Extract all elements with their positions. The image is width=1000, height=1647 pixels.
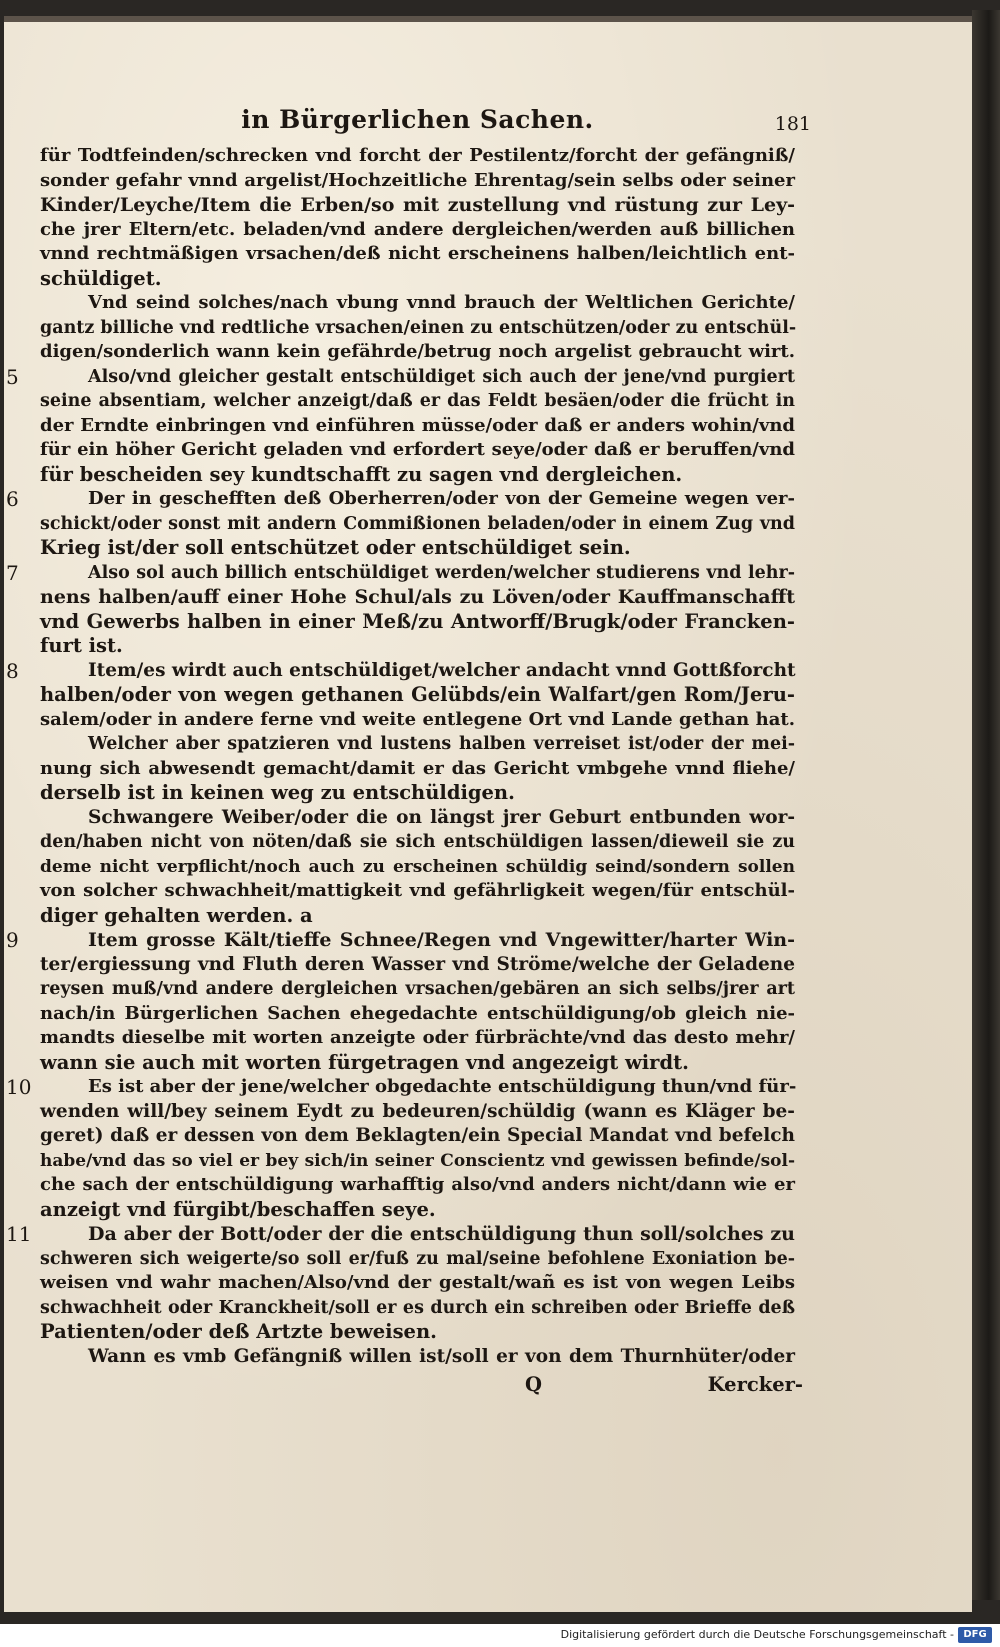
book-page: [4, 16, 972, 1612]
line-text: che jrer Eltern/etc. beladen/vnd andere dergleichen/werden auß billichen: [40, 218, 795, 240]
page-number: 181: [774, 113, 811, 135]
text-line: [40, 1051, 795, 1076]
text-line: [40, 144, 795, 169]
signature-mark: Q: [525, 1373, 542, 1396]
text-line: [40, 683, 795, 708]
line-text: für Todtfeinden/schrecken vnd forcht der Pestilentz/forcht der gefängniß/: [40, 145, 795, 166]
text-line: [40, 1002, 795, 1027]
text-line: [40, 1198, 795, 1223]
text-line: [40, 414, 795, 439]
line-text: anzeigt vnd fürgibt/beschaffen seye.: [40, 1197, 436, 1221]
text-line: [40, 806, 795, 831]
dfg-logo-icon: DFG: [958, 1627, 992, 1643]
line-text: weisen vnd wahr machen/Also/vnd der gestalt/wañ es ist von wegen Leibs: [40, 1272, 795, 1293]
running-head: in Bürgerlichen Sachen.: [241, 105, 594, 134]
text-line: [40, 291, 795, 316]
line-text: Es ist aber der jene/welcher obgedachte entschüldigung thun/vnd für-: [88, 1076, 797, 1097]
text-line: [40, 830, 795, 855]
text-line: [40, 169, 795, 194]
text-line: [40, 953, 795, 978]
line-text: Welcher aber spatzieren vnd lustens halben verreiset ist/oder der mei-: [88, 734, 795, 754]
text-line: [40, 193, 795, 218]
line-text: Kinder/Leyche/Item die Erben/so mit zustellung vnd rüstung zur Ley-: [40, 194, 795, 216]
margin-section-number: 7: [6, 560, 19, 585]
text-line: [40, 1173, 795, 1198]
line-text: Also sol auch billich entschüldiget werden/welcher studierens vnd lehr-: [88, 562, 795, 583]
text-line: [6, 364, 795, 390]
text-line: [40, 438, 795, 463]
text-line: [6, 1222, 795, 1247]
text-line: [6, 487, 795, 512]
line-text: salem/oder in andere ferne vnd weite entlegene Ort vnd Lande gethan hat.: [40, 708, 795, 730]
text-line: [40, 904, 795, 929]
text-line: [40, 732, 795, 757]
text-line: [40, 1296, 795, 1321]
text-line: [40, 1149, 795, 1174]
margin-section-number: 11: [6, 1222, 32, 1246]
text-line: [6, 658, 796, 684]
line-text: den/haben nicht von nöten/daß sie sich entschüldigen lassen/dieweil sie zu: [40, 832, 795, 852]
text-line: [40, 708, 795, 733]
line-text: diger gehalten werden. a: [40, 903, 313, 927]
line-text: reysen muß/vnd andere dergleichen vrsachen/gebären an sich selbs/jrer art: [40, 979, 795, 999]
text-line: [40, 585, 795, 610]
text-line: [40, 1026, 795, 1051]
page-header: [40, 102, 811, 142]
text-line: [40, 634, 795, 659]
line-text: schweren sich weigerte/so soll er/fuß zu mal/seine befohlene Exoniation be-: [40, 1248, 795, 1269]
line-text: Item/es wirdt auch entschüldiget/welcher andacht vnnd Gottßforcht: [88, 659, 796, 681]
text-line: [40, 1271, 795, 1296]
line-text: ter/ergiessung vnd Fluth deren Wasser vnd Ströme/welche der Geladene: [40, 953, 795, 975]
text-line: [40, 512, 795, 537]
text-block: [6, 102, 811, 1399]
line-text: nens halben/auff einer Hohe Schul/als zu Löven/oder Kauffmanschafft: [40, 586, 795, 608]
line-text: Schwangere Weiber/oder die on längst jrer Geburt entbunden wor-: [88, 806, 795, 828]
line-text: deme nicht verpflicht/noch auch zu erscheinen schüldig seind/sondern sollen: [40, 856, 795, 877]
line-text: che sach der entschüldigung warhafftig also/vnd anders nicht/dann wie er: [40, 1174, 795, 1195]
line-text: Item grosse Kält/tieffe Schnee/Regen vnd Vngewitter/harter Win-: [88, 929, 795, 951]
book-gutter: [972, 10, 1000, 1600]
text-line: [40, 1247, 795, 1272]
line-text: für bescheiden sey kundtschafft zu sagen vnd dergleichen.: [40, 462, 683, 486]
text-line: [40, 757, 795, 782]
line-text: der Erndte einbringen vnd einführen müsse/oder daß er anders wohin/vnd: [40, 414, 795, 436]
body-text: [6, 144, 797, 1369]
line-text: digen/sonderlich wann kein gefährde/betrug noch argelist gebraucht wirt.: [40, 341, 795, 362]
text-line: [40, 1345, 795, 1370]
text-line: [6, 1075, 797, 1100]
line-text: Da aber der Bott/oder der die entschüldigung thun soll/solches zu: [88, 1223, 795, 1245]
line-text: nach/in Bürgerlichen Sachen ehegedachte entschüldigung/ob gleich nie-: [40, 1002, 795, 1024]
line-text: sonder gefahr vnnd argelist/Hochzeitliche Ehrentag/sein selbs oder seiner: [40, 169, 795, 191]
line-text: geret) daß er dessen von dem Beklagten/ein Special Mandat vnd befelch: [40, 1125, 795, 1146]
line-text: Krieg ist/der soll entschützet oder entschüldiget sein.: [40, 536, 631, 559]
text-line: [40, 781, 795, 806]
text-line: [6, 928, 795, 953]
catchword: Kercker-: [707, 1373, 803, 1396]
text-line: [40, 463, 795, 488]
text-line: [40, 1320, 795, 1345]
line-text: wann sie auch mit worten fürgetragen vnd angezeigt wirdt.: [40, 1050, 689, 1074]
line-text: vnnd rechtmäßigen vrsachen/deß nicht erscheinens halben/leichtlich ent-: [40, 243, 795, 264]
line-text: für ein höher Gericht geladen vnd erfordert seye/oder daß er beruffen/vnd: [40, 439, 795, 460]
text-line: [40, 389, 795, 414]
digitization-footer: [0, 1624, 1000, 1647]
line-text: mandts dieselbe mit worten anzeigte oder fürbrächte/vnd das desto mehr/: [40, 1027, 795, 1048]
margin-section-number: 10: [6, 1075, 32, 1099]
funding-credit: Digitalisierung gefördert durch die Deutsche Forschungsgemeinschaft -: [560, 1628, 954, 1641]
margin-section-number: 6: [6, 487, 19, 511]
line-text: wenden will/bey seinem Eydt zu bedeuren/schüldig (wann es Kläger be-: [40, 1100, 795, 1122]
text-line: [40, 340, 795, 365]
page-footer: [40, 1371, 803, 1399]
text-line: [40, 1124, 795, 1149]
text-line: [40, 267, 795, 292]
line-text: halben/oder von wegen gethanen Gelübds/ein Walfart/gen Rom/Jeru-: [40, 683, 795, 706]
line-text: von solcher schwachheit/mattigkeit vnd gefährligkeit wegen/für entschül-: [40, 880, 795, 901]
text-line: [40, 1100, 795, 1125]
text-line: [40, 977, 795, 1002]
text-line: [40, 242, 795, 267]
text-line: [40, 316, 795, 341]
line-text: Also/vnd gleicher gestalt entschüldiget sich auch der jene/vnd purgiert: [88, 366, 795, 387]
line-text: seine absentiam, welcher anzeigt/daß er das Feldt besäen/oder die frücht in: [40, 391, 795, 411]
line-text: furt ist.: [40, 634, 123, 657]
margin-section-number: 5: [6, 364, 19, 389]
line-text: Patienten/oder deß Artzte beweisen.: [40, 1320, 437, 1343]
margin-section-number: 9: [6, 928, 19, 952]
margin-section-number: 8: [6, 658, 19, 683]
line-text: derselb ist in keinen weg zu entschüldigen.: [40, 781, 515, 804]
text-line: [40, 610, 795, 635]
line-text: Vnd seind solches/nach vbung vnnd brauch der Weltlichen Gerichte/: [88, 292, 795, 313]
line-text: Wann es vmb Gefängniß willen ist/soll er von dem Thurnhüter/oder: [88, 1345, 795, 1367]
text-line: [40, 879, 795, 904]
line-text: schickt/oder sonst mit andern Commißionen beladen/oder in einem Zug vnd: [40, 513, 795, 534]
line-text: habe/vnd das so viel er bey sich/in seiner Conscientz vnd gewissen befinde/sol-: [40, 1150, 795, 1171]
line-text: schwachheit oder Kranckheit/soll er es durch ein schreiben oder Brieffe deß: [40, 1297, 795, 1318]
line-text: gantz billiche vnd redtliche vrsachen/einen zu entschützen/oder zu entschül-: [40, 317, 797, 338]
line-text: Der in geschefften deß Oberherren/oder von der Gemeine wegen ver-: [88, 488, 795, 509]
line-text: nung sich abwesendt gemacht/damit er das Gericht vmbgehe vnnd fliehe/: [40, 757, 795, 779]
text-line: [40, 855, 795, 880]
line-text: schüldiget.: [40, 266, 162, 290]
line-text: vnd Gewerbs halben in einer Meß/zu Antworff/Brugk/oder Francken-: [40, 609, 795, 633]
text-line: [40, 218, 795, 243]
text-line: [6, 560, 795, 586]
text-line: [40, 536, 795, 561]
